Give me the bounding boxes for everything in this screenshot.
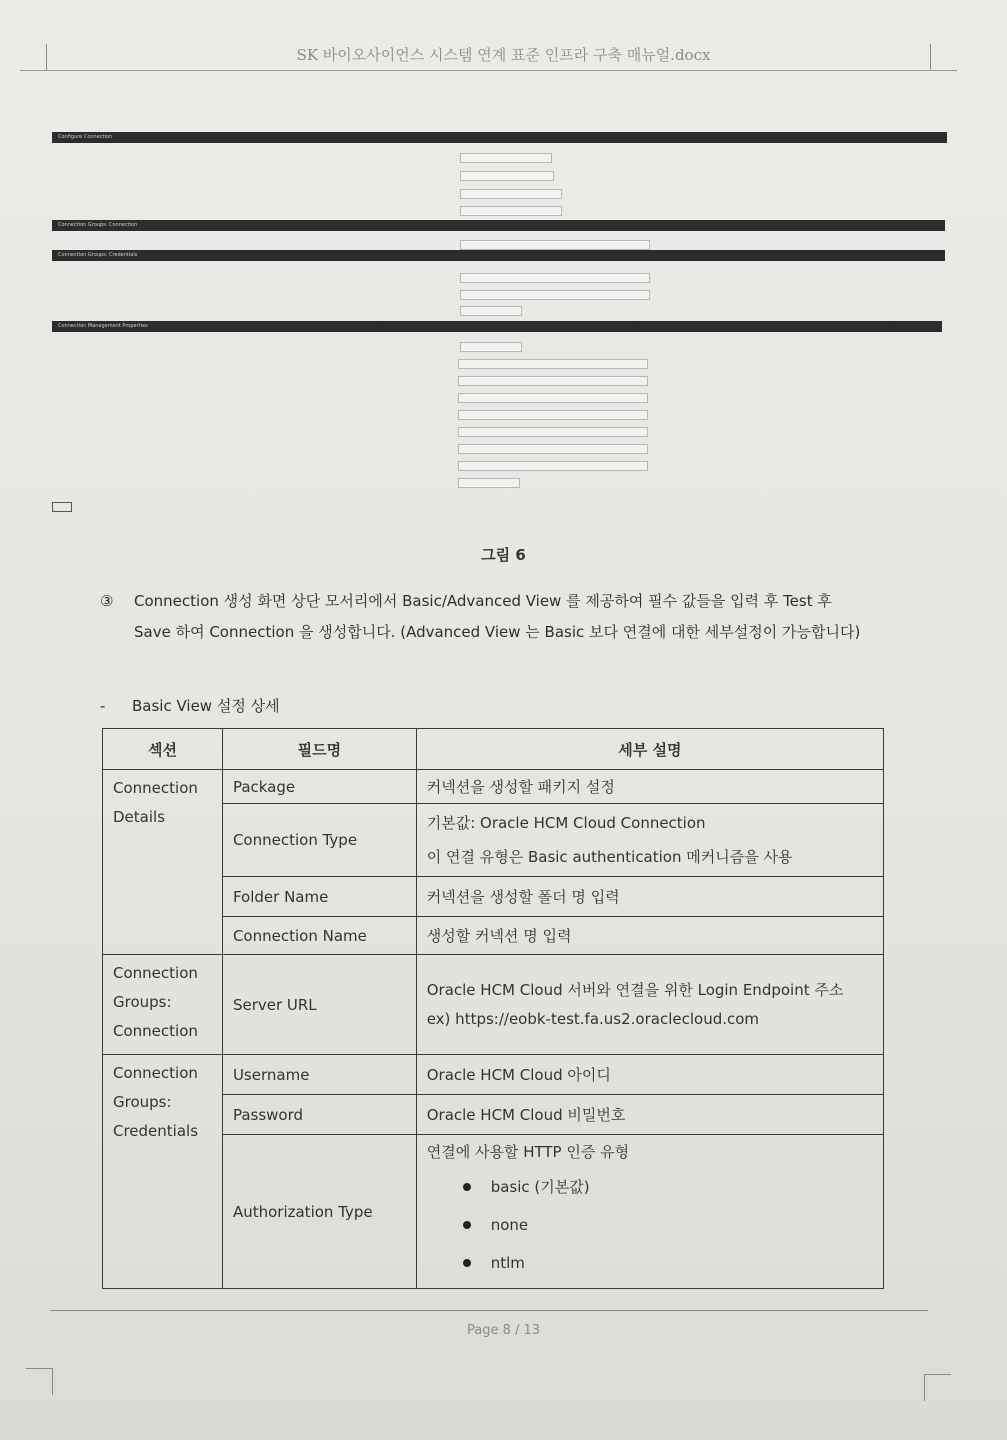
document-title: SK 바이오사이언스 시스템 연계 표준 인프라 구축 매뉴얼.docx <box>296 46 711 64</box>
table-row <box>103 770 884 804</box>
desc-cell: Oracle HCM Cloud 비밀번호 <box>416 1095 883 1135</box>
desc-line: 기본값: Oracle HCM Cloud Connection <box>426 814 706 832</box>
desc-line: 이 연결 유형은 Basic authentication 메커니즘을 사용 <box>426 848 793 866</box>
crop-mark-bottom-left <box>26 1368 53 1395</box>
desc-cell: 커넥션을 생성할 폴더 명 입력 <box>416 877 883 917</box>
footer-divider <box>50 1310 928 1311</box>
basic-view-table <box>102 728 884 1289</box>
field-cell: Username <box>222 1055 416 1095</box>
desc-cell: 생성할 커넥션 명 입력 <box>416 917 883 955</box>
desc-cell: 커넥션을 생성할 패키지 설정 <box>416 770 883 804</box>
table-header-row <box>103 729 884 770</box>
section-cell: Connection Groups: Connection <box>103 955 223 1055</box>
list-item: ntlm <box>427 1244 873 1282</box>
field-cell: Connection Name <box>222 917 416 955</box>
desc-cell <box>416 1135 883 1289</box>
page-number: Page 8 / 13 <box>466 1323 541 1338</box>
table-header: 세부 설명 <box>416 729 883 770</box>
figure-section-bar: Connection Groups: Connection <box>52 220 945 231</box>
paragraph-line-1: Connection 생성 화면 상단 모서리에서 Basic/Advanced View 를 제공하여 필수 값들을 입력 후 Test 후 <box>134 592 832 610</box>
table-header: 필드명 <box>222 729 416 770</box>
desc-line: ex) https://eobk-test.fa.us2.oraclecloud.com <box>426 1009 760 1028</box>
figure-section-bar: Connection Management Properties <box>52 321 942 332</box>
figure-caption: 그림 6 <box>481 546 526 564</box>
subheading-dash: - <box>100 697 106 715</box>
desc-cell: Oracle HCM Cloud 아이디 <box>416 1055 883 1095</box>
subheading <box>100 695 280 716</box>
crop-mark-bottom-right <box>924 1374 951 1401</box>
list-item: none <box>427 1206 873 1244</box>
desc-line: 연결에 사용할 HTTP 인증 유형 <box>426 1143 630 1161</box>
auth-type-list <box>427 1168 873 1282</box>
field-cell: Password <box>222 1095 416 1135</box>
desc-cell <box>416 804 883 877</box>
section-cell: Connection Details <box>103 770 223 955</box>
field-cell: Authorization Type <box>222 1135 416 1289</box>
figure-section-bar: Configure Connection <box>52 132 947 143</box>
embedded-screenshot <box>50 80 950 520</box>
header-divider <box>20 70 955 71</box>
list-item: basic (기본값) <box>427 1168 873 1206</box>
table-header: 섹션 <box>103 729 223 770</box>
desc-cell <box>416 955 883 1055</box>
field-cell: Server URL <box>222 955 416 1055</box>
field-cell: Connection Type <box>222 804 416 877</box>
figure-save-button <box>52 502 72 512</box>
section-cell: Connection Groups: Credentials <box>103 1055 223 1289</box>
field-cell: Package <box>222 770 416 804</box>
table-row <box>103 955 884 1055</box>
paragraph-line-2: Save 하여 Connection 을 생성합니다. (Advanced View 는 Basic 보다 연결에 대한 세부설정이 가능합니다) <box>134 623 861 641</box>
step-paragraph <box>100 586 960 648</box>
figure-section-bar: Connection Groups: Credentials <box>52 250 945 261</box>
subheading-text: Basic View 설정 상세 <box>132 697 280 715</box>
desc-line: Oracle HCM Cloud 서버와 연결을 위한 Login Endpoint 주소 <box>426 980 844 999</box>
table-row <box>103 1055 884 1095</box>
field-cell: Folder Name <box>222 877 416 917</box>
step-number: ③ <box>100 592 114 610</box>
